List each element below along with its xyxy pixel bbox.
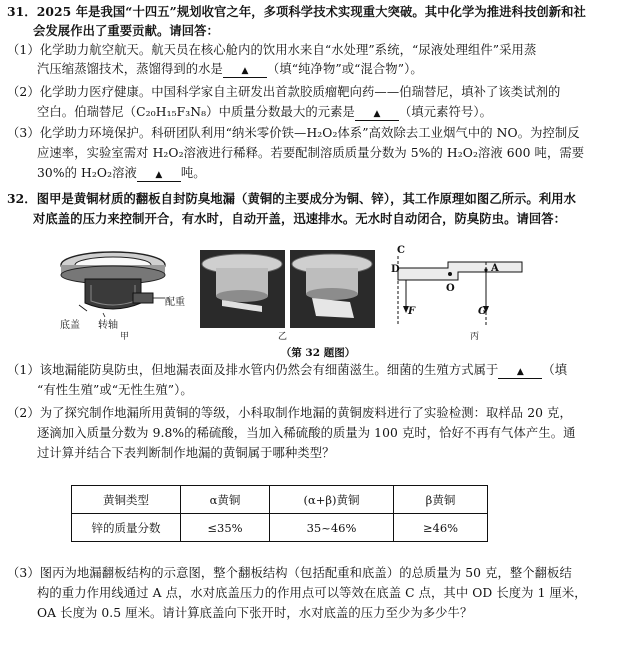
q31-part3-line1: （3）化学助力环境保护。科研团队利用“纳米零价铁—H₂O₂体系”高效除去工业烟气中的 NO。为控制反 — [7, 126, 580, 140]
q31-part3-line2: 应速率，实验室需对 H₂O₂溶液进行稀释。若要配制溶质质量分数为 5%的 H₂O₂溶液 600 吨，需要 — [37, 146, 585, 160]
q32-part2-line1: （2）为了探究制作地漏所用黄铜的等级，小科取制作地漏的黄铜废料进行了实验检测：取样品 20 克， — [7, 406, 572, 420]
answer-blank[interactable]: ▲ — [498, 366, 542, 379]
q32-part3-line3: OA 长度为 0.5 厘米。请计算底盖向下张开时，水对底盖的压力至少为多少牛？ — [37, 606, 473, 620]
label-D: D — [391, 264, 400, 275]
label-jia: 甲 — [120, 332, 130, 342]
label-A: A — [491, 263, 499, 274]
q32-part2-line2: 逐滴加入质量分数为 9.8%的稀硫酸，当加入稀硫酸的质量为 100 克时，恰好不再有气体产生。通 — [37, 426, 576, 440]
q32-part2-line3: 过计算并结合下表判断制作地漏的黄铜属于哪种类型？ — [37, 446, 335, 460]
q32-part3-line2: 构的重力作用线通过 A 点，水对底盖压力的作用点可以等效在底盖 C 点，其中 OD 长度为 1 厘米， — [37, 586, 587, 600]
label-pivot: 转轴 — [98, 320, 118, 331]
q32-part1-line1: （1）该地漏能防臭防虫，但地漏表面及排水管内仍然会有细菌滋生。细菌的生殖方式属于 ▲ （填 — [7, 363, 568, 377]
q32-stem-line2: 对底盖的压力来控制开合，有水时，自动开盖，迅速排水。无水时自动闭合，防臭防虫。请回答： — [33, 211, 567, 226]
label-C: C — [397, 245, 405, 256]
label-G: G — [478, 306, 487, 317]
label-bing: 丙 — [470, 332, 480, 342]
table-header-cell: 黄铜类型 — [72, 486, 181, 514]
table-header-cell: (α+β)黄铜 — [270, 486, 394, 514]
table-row — [72, 486, 488, 514]
table-header-cell: β黄铜 — [394, 486, 488, 514]
label-counterweight: 配重 — [165, 297, 185, 308]
table-row — [72, 514, 488, 542]
q32-part1-line2: “有性生殖”或“无性生殖”）。 — [37, 383, 193, 397]
table-cell: ≤35% — [181, 514, 270, 542]
q32-stem-line1: 32．图甲是黄铜材质的翻板自封防臭地漏（黄铜的主要成分为铜、锌），其工作原理如图乙所示。利用水 — [7, 191, 577, 206]
q32-part3-line1: （3）图丙为地漏翻板结构的示意图，整个翻板结构（包括配重和底盖）的总质量为 50 克，整个翻板结 — [7, 566, 572, 580]
answer-blank[interactable]: ▲ — [223, 65, 267, 78]
label-O: O — [446, 283, 455, 294]
label-bottom-cover: 底盖 — [60, 320, 80, 331]
table-cell: 锌的质量分数 — [72, 514, 181, 542]
q31-part2-line2: 空白。伯瑞替尼（C₂₀H₁₅F₃N₈）中质量分数最大的元素是 ▲ （填元素符号）。 — [37, 105, 492, 119]
q31-stem-line2: 会发展作出了重要贡献。请回答： — [33, 23, 219, 38]
q31-stem-line1: 31．2025 年是我国“十四五”规划收官之年，多项科学技术实现重大突破。其中化学为推进科技创新和社 — [7, 4, 586, 19]
q31-part1-line2: 汽压缩蒸馏技术，蒸馏得到的水是 ▲ （填“纯净物”或“混合物”）。 — [37, 62, 423, 76]
label-F: F — [408, 306, 416, 317]
table-cell: 35~46% — [270, 514, 394, 542]
q31-part3-line3: 30%的 H₂O₂溶液 ▲ 吨。 — [37, 166, 206, 180]
table-cell: ≥46% — [394, 514, 488, 542]
label-yi: 乙 — [278, 332, 288, 342]
answer-blank[interactable]: ▲ — [137, 169, 181, 182]
q31-part2-line1: （2）化学助力医疗健康。中国科学家自主研发出首款胶质瘤靶向药——伯瑞替尼，填补了该类试剂的 — [7, 85, 561, 99]
q31-part1-line1: （1）化学助力航空航天。航天员在核心舱内的饮用水来自“水处理”系统，“尿液处理组件”采用蒸 — [7, 43, 537, 57]
figure-caption: （第 32 题图） — [280, 347, 356, 359]
figure-yi-photos — [200, 250, 375, 330]
brass-type-table — [71, 485, 488, 542]
table-header-cell: α黄铜 — [181, 486, 270, 514]
answer-blank[interactable]: ▲ — [355, 108, 399, 121]
